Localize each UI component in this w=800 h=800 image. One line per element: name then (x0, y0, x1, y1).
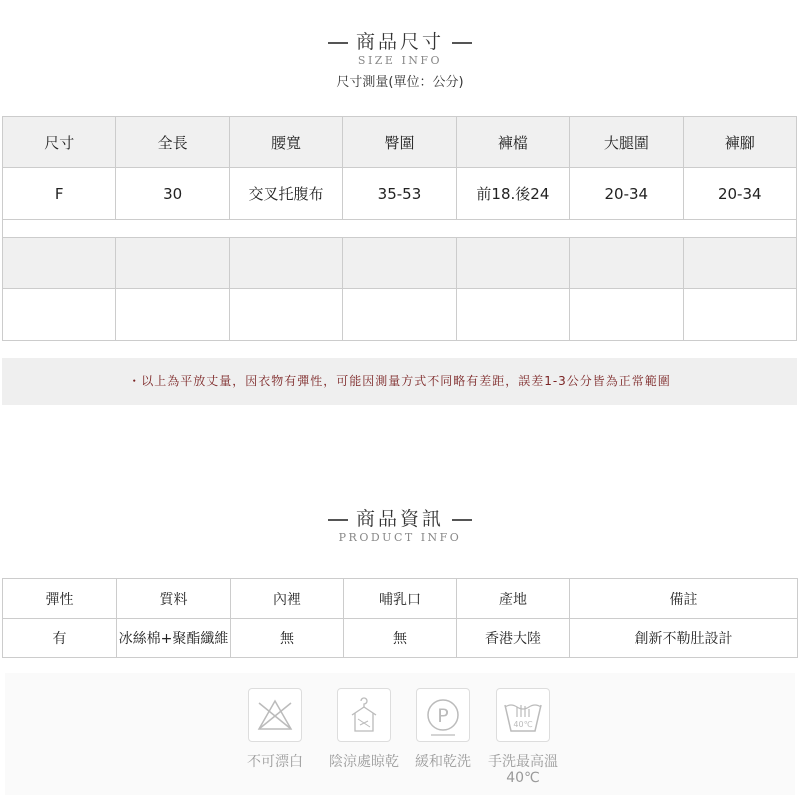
gentle-dry-clean-icon (416, 688, 470, 742)
care-instructions (5, 673, 795, 795)
header-elasticity: 彈性 (3, 579, 117, 619)
empty-cell (570, 289, 683, 341)
empty-cell (683, 289, 796, 341)
cell-waist: 交叉托腹布 (229, 168, 342, 220)
cell-size: F (3, 168, 116, 220)
header-leg-opening: 褲腳 (683, 117, 796, 168)
wash-temp-glyph: 40℃ (513, 720, 533, 729)
cell-nursing-opening: 無 (344, 619, 457, 658)
header-origin: 產地 (457, 579, 570, 619)
spacer-cell (3, 220, 797, 238)
empty-cell (456, 289, 569, 341)
cell-lining: 無 (231, 619, 344, 658)
header-lining: 內裡 (231, 579, 344, 619)
empty-cell (116, 289, 229, 341)
care-item (235, 688, 315, 770)
size-table-header-row (3, 117, 797, 168)
empty-cell (116, 238, 229, 289)
info-table-header-row (3, 579, 798, 619)
empty-cell (229, 289, 342, 341)
header-nursing-opening: 哺乳口 (344, 579, 457, 619)
table-row (3, 168, 797, 220)
care-item (483, 688, 563, 786)
dry-clean-glyph: P (437, 705, 449, 727)
title-dash-right (452, 42, 472, 44)
product-info-table (2, 578, 798, 658)
care-item (324, 688, 404, 770)
cell-hip: 35-53 (343, 168, 456, 220)
header-material: 質料 (117, 579, 231, 619)
measurement-unit-note: 尺寸測量(單位：公分) (336, 75, 464, 90)
size-info-header (0, 30, 800, 92)
empty-cell (570, 238, 683, 289)
header-length: 全長 (116, 117, 229, 168)
product-subtitle: PRODUCT INFO (338, 531, 462, 544)
care-label: 陰涼處晾乾 (329, 754, 399, 770)
measurement-notice: ・以上為平放丈量，因衣物有彈性，可能因測量方式不同略有差距，誤差1-3公分皆為正常範圍 (2, 358, 797, 405)
empty-cell (343, 238, 456, 289)
care-label-line2: 40℃ (506, 770, 540, 786)
product-info-header (0, 507, 800, 545)
cell-leg-opening: 20-34 (683, 168, 796, 220)
care-label-line1: 手洗最高溫 (488, 754, 558, 770)
care-label (483, 754, 563, 786)
care-label: 不可漂白 (247, 754, 303, 770)
empty-cell (229, 238, 342, 289)
title-dash-left (328, 519, 348, 521)
empty-cell (343, 289, 456, 341)
care-label: 緩和乾洗 (415, 754, 471, 770)
cell-thigh: 20-34 (570, 168, 683, 220)
size-title (0, 30, 800, 54)
cell-material: 冰絲棉+聚酯纖維 (117, 619, 231, 658)
size-table (2, 116, 797, 341)
header-hip: 臀圍 (343, 117, 456, 168)
header-waist: 腰寬 (229, 117, 342, 168)
table-row-spacer (3, 220, 797, 238)
header-rise: 褲檔 (456, 117, 569, 168)
cell-rise: 前18.後24 (456, 168, 569, 220)
product-title-text: 商品資訊 (355, 508, 444, 530)
size-subtitle: SIZE INFO (357, 54, 443, 67)
header-thigh: 大腿圍 (570, 117, 683, 168)
cell-remarks: 創新不勒肚設計 (570, 619, 798, 658)
no-bleach-icon (248, 688, 302, 742)
empty-cell (456, 238, 569, 289)
title-dash-left (328, 42, 348, 44)
table-row-empty (3, 289, 797, 341)
care-item (403, 688, 483, 770)
cell-origin: 香港大陸 (457, 619, 570, 658)
title-dash-right (452, 519, 472, 521)
size-title-text: 商品尺寸 (355, 31, 444, 53)
header-remarks: 備註 (570, 579, 798, 619)
cell-length: 30 (116, 168, 229, 220)
header-size: 尺寸 (3, 117, 116, 168)
hang-dry-shade-icon (337, 688, 391, 742)
product-title (0, 507, 800, 531)
hand-wash-icon (496, 688, 550, 742)
empty-cell (3, 289, 116, 341)
cell-elasticity: 有 (3, 619, 117, 658)
table-row-empty (3, 238, 797, 289)
empty-cell (683, 238, 796, 289)
table-row (3, 619, 798, 658)
empty-cell (3, 238, 116, 289)
